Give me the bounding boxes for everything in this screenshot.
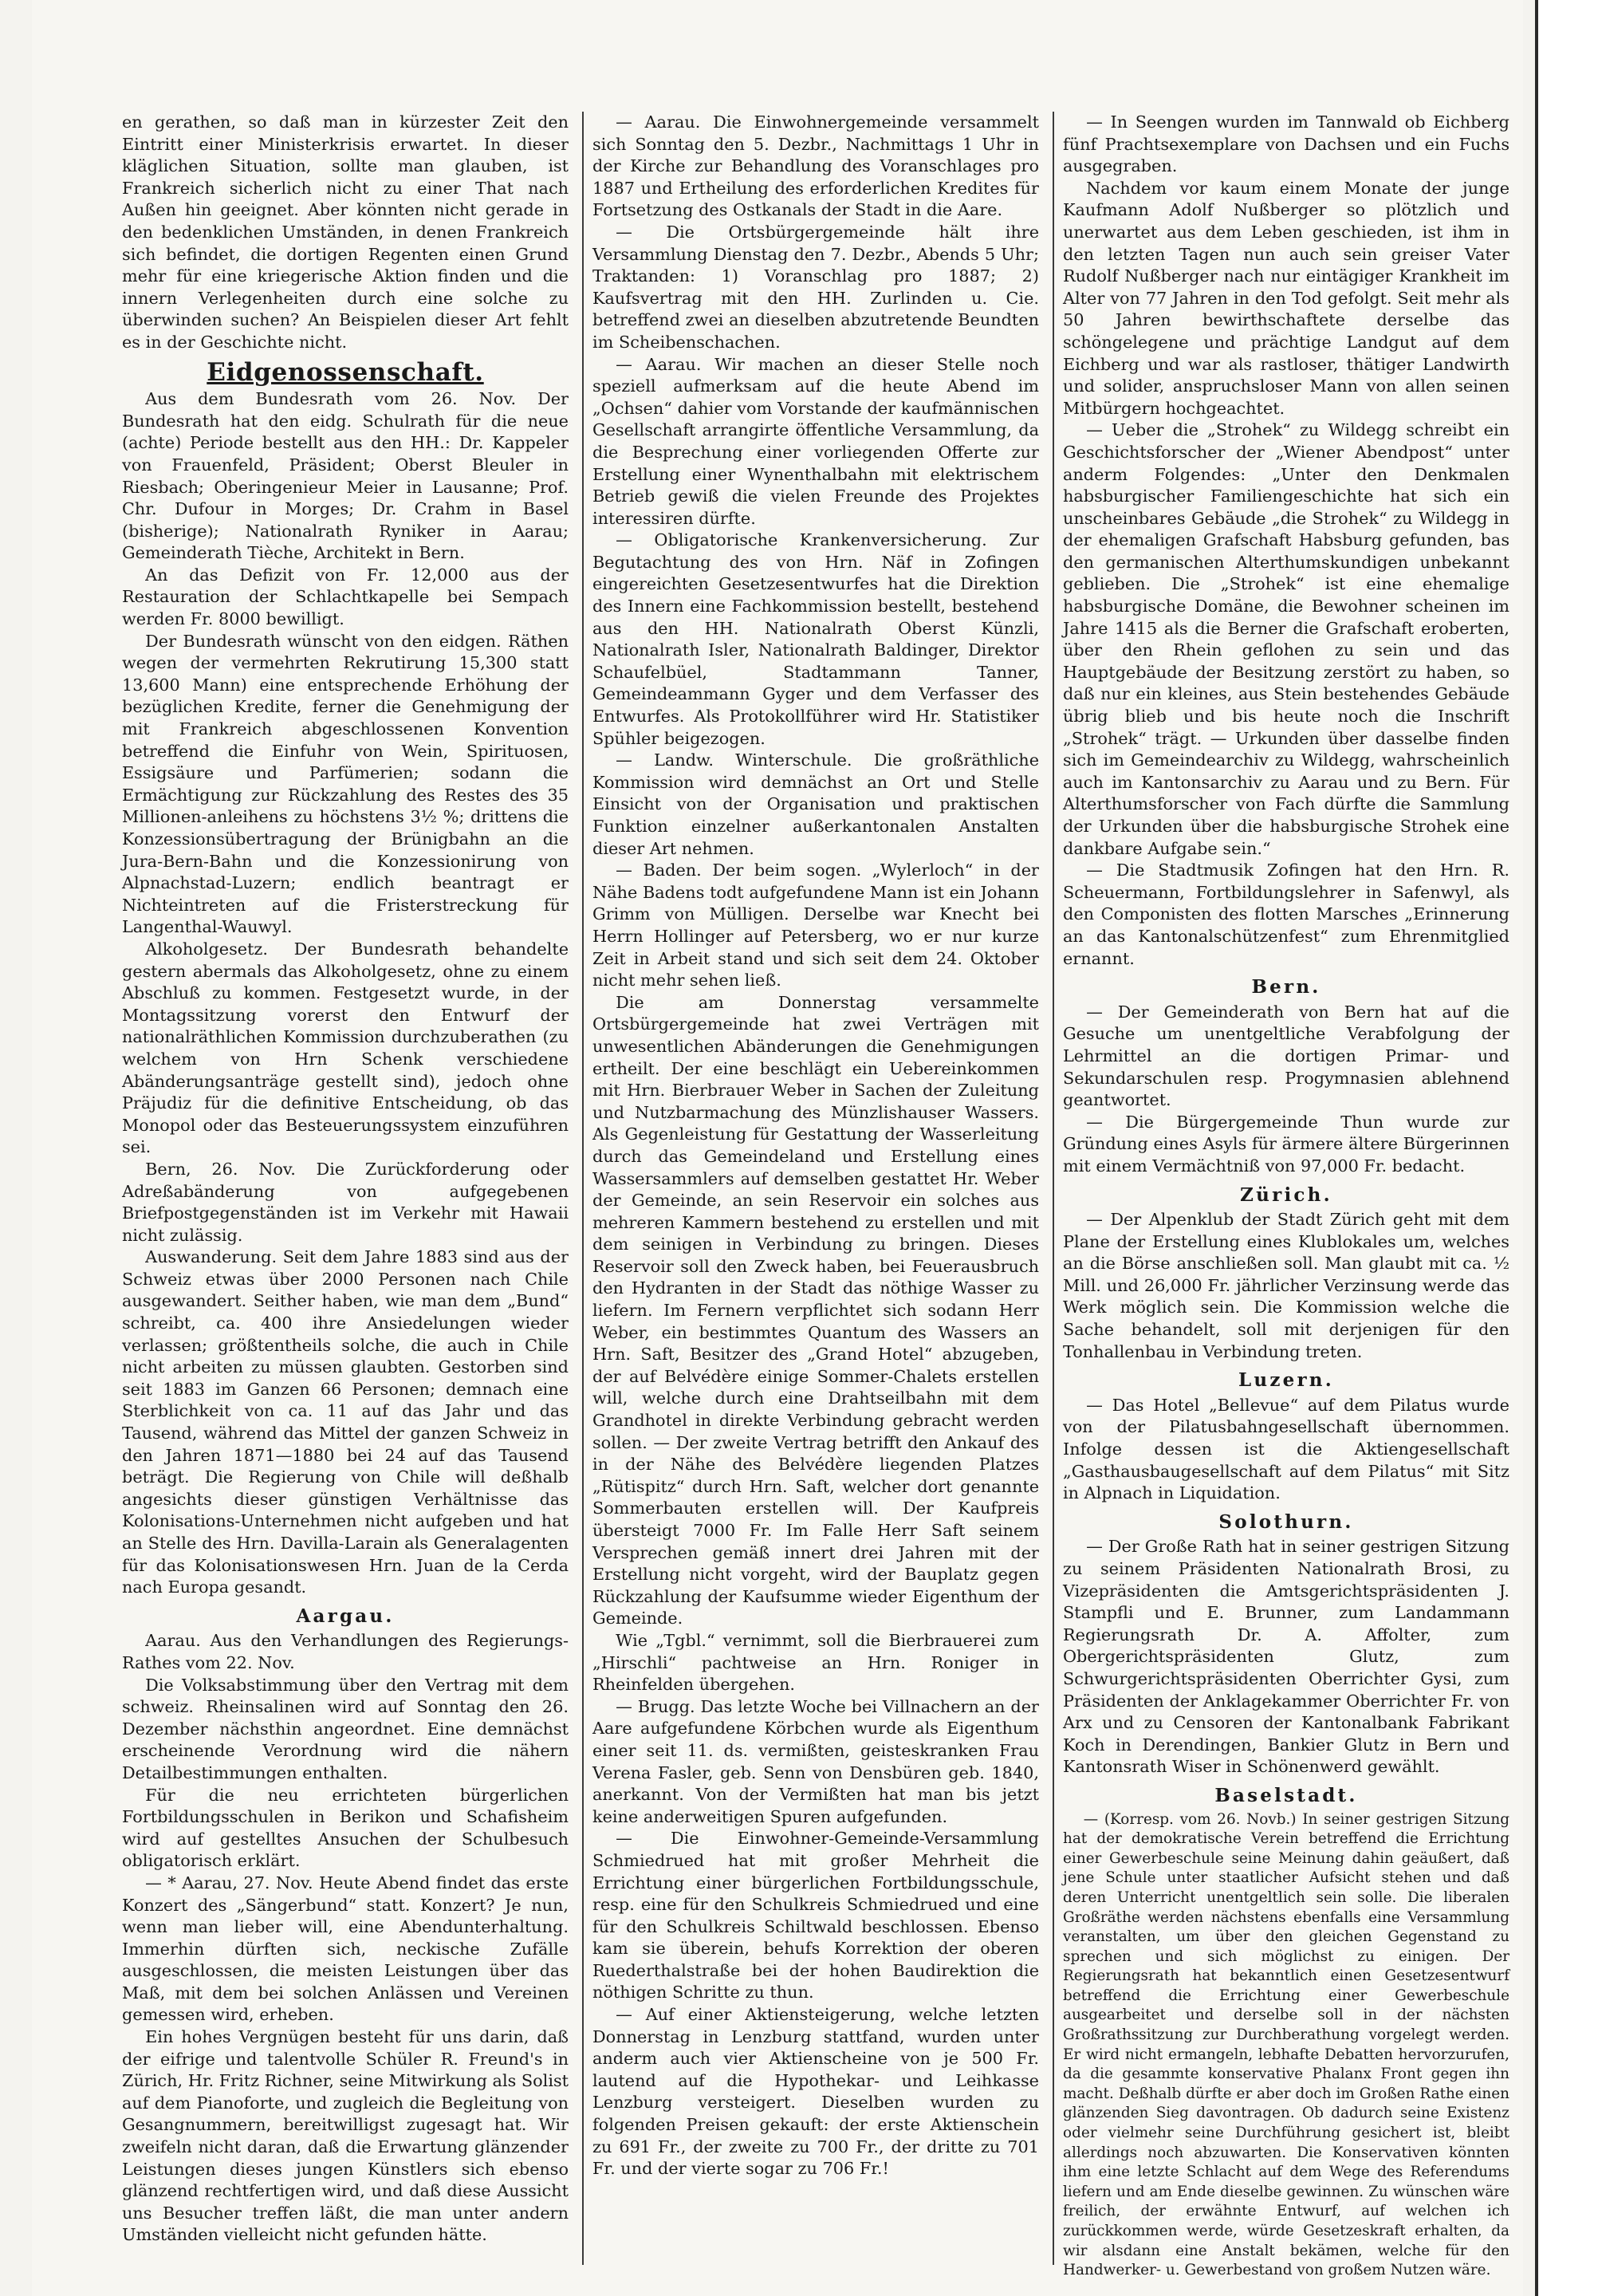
paragraph: — (Korresp. vom 26. Novb.) In seiner gestrigen Sitzung hat der demokratische Verein betreffend die Errichtung einer Gewerbeschule seine Meinung dahin geäußert, daß jene Schule unter staatlicher Aufsicht stehen und daß deren Unterricht unentgeltlich sein solle. Die liberalen Großräthe werden nächstens ebenfalls eine Versammlung veranstalten, um über den gleichen Gegenstand zu sprechen und sich möglichst zu einigen. Der Regierungsrath hat bekanntlich einen Gesetzesentwurf betreffend die Errichtung einer Gewerbeschule ausgearbeitet und derselbe soll in der nächsten Großrathssitzung zur Durchberathung vorgelegt werden. Er wird nicht ermangeln, lebhafte Debatten hervorzurufen, da die gesammte konservative Phalanx Front gegen ihn macht. Deßhalb dürfte er aber doch im Großen Rathe einen glänzenden Sieg davontragen. Ob dadurch seine Existenz oder vielmehr seine Durchführung gesichert ist, bleibt allerdings noch abzuwarten. Die Konservativen könnten ihm eine letzte Schlacht auf dem Wege des Referendums liefern und am Ende dieselbe gewinnen. Zu wünschen wäre freilich, der erwähnte Entwurf, auf welchen ich zurückkommen werde, würde Gesetzeskraft erhalten, da wir alsdann eine Anstalt bekämen, welche für den Handwerker- u. Gewerbestand von großem Nutzen wäre. xyxy=(1063,1810,1509,2279)
paragraph: — Ueber die „Strohek“ zu Wildegg schreibt ein Geschichtsforscher der „Wiener Abendpost“ unter anderm Folgendes: „Unter den Denkmalen habsburgischer Familiengeschichte hat sich ein unscheinbares Gebäude „die Strohek“ zu Wildegg in der ehemaligen Grafschaft Habsburg gefunden, bas den germanischen Alterthumskundigen unbekannt geblieben. Die „Strohek“ ist eine ehemalige habsburgische Domäne, die Bewohner scheinen im Jahre 1415 als die Berner die Grafschaft eroberten, über den Rhein geflohen zu sein und das Hauptgebäude der Besitzung zerstört zu haben, so daß nur ein kleines, aus Stein bestehendes Gebäude übrig blieb und bis heute noch die Inschrift „Strohek“ trägt. — Urkunden über dasselbe finden sich im Gemeindearchiv zu Wildegg, wahrscheinlich auch im Kantonsarchiv zu Aarau und zu Bern. Für Alterthumsforscher von Fach dürfte die Sammlung der Urkunden über die habsburgische Strohek eine dankbare Aufgabe sein.“ xyxy=(1063,420,1509,858)
paragraph: Alkoholgesetz. Der Bundesrath behandelte gestern abermals das Alkoholgesetz, ohne zu einem Abschluß zu kommen. Festgesetzt wurde, in der Montagssitzung vorerst den Entwurf der nationalräthlichen Kommission durchzuberathen (zu welchem von Hrn Schenk verschiedene Abänderungsanträge gestellt sind), jedoch ohne Präjudiz für die definitive Entscheidung, ob das Monopol oder das Besteuerungssystem einzuführen sei. xyxy=(122,939,569,1157)
paragraph: — Die Bürgergemeinde Thun wurde zur Gründung eines Asyls für ärmere ältere Bürgerinnen mit einem Vermächtniß von 97,000 Fr. bedacht. xyxy=(1063,1112,1509,1176)
paragraph: Aus dem Bundesrath vom 26. Nov. Der Bundesrath hat den eidg. Schulrath für die neue (achte) Periode bestellt aus den HH.: Dr. Kappeler von Frauenfeld, Präsident; Oberst Bleuler in Riesbach; Oberingenieur Meier in Lausanne; Prof. Chr. Dufour in Morges; Dr. Crahm in Basel (bisherige); Nationalrath Ryniker in Aarau; Gemeinderath Tièche, Architekt in Bern. xyxy=(122,389,569,563)
paragraph: — In Seengen wurden im Tannwald ob Eichberg fünf Prachtsexemplare von Dachsen und ein Fuchs ausgegraben. xyxy=(1063,112,1509,176)
column-rule xyxy=(582,112,584,2265)
paragraph: — Baden. Der beim sogen. „Wylerloch“ in der Nähe Badens todt aufgefundene Mann ist ein Johann Grimm von Mülligen. Derselbe war Knecht bei Herrn Hollinger auf Petersberg, wo er nur kurze Zeit in Arbeit stand und sich seit dem 24. Oktober nicht mehr sehen ließ. xyxy=(592,861,1039,990)
paragraph: — Aarau. Die Einwohnergemeinde versammelt sich Sonntag den 5. Dezbr., Nachmittags 1 Uhr in der Kirche zur Behandlung des Voranschlages pro 1887 und Ertheilung des erforderlichen Kredites für Fortsetzung des Ostkanals der Stadt in die Aare. xyxy=(592,112,1039,220)
paragraph: — Der Gemeinderath von Bern hat auf die Gesuche um unentgeltliche Verabfolgung der Lehrmittel an die dortigen Primar- und Sekundarschulen resp. Progymnasien ablehnend geantwortet. xyxy=(1063,1002,1509,1110)
paragraph: Auswanderung. Seit dem Jahre 1883 sind aus der Schweiz etwas über 2000 Personen nach Chile ausgewandert. Seither haben, wie man dem „Bund“ schreibt, ca. 400 ihre Ansiedelungen wieder verlassen; größtentheils solche, die auch in Chile nicht arbeiten zu müssen glaubten. Gestorben sind seit 1883 im Ganzen 66 Personen; demnach eine Sterblichkeit von ca. 11 auf das Jahr und das Tausend, während das Mittel der ganzen Schweiz in den Jahren 1871—1880 bei 24 auf das Tausend beträgt. Die Regierung von Chile will deßhalb angesichts dieser günstigen Verhältnisse das Kolonisations-Unternehmen nicht aufgeben und hat an Stelle des Hrn. Davilla-Larain als Generalagenten für das Kolonisationswesen Hrn. Juan de la Cerda nach Europa gesandt. xyxy=(122,1247,569,1597)
paragraph: Die am Donnerstag versammelte Ortsbürgergemeinde hat zwei Verträgen mit unwesentlichen Abänderungen die Genehmigungen ertheilt. Der eine beschlägt ein Uebereinkommen mit Hrn. Bierbrauer Weber in Sachen der Zuleitung und Nutzbarmachung des Münzlishauser Wassers. Als Gegenleistung für Gestattung der Wasserleitung durch das Gemeindeland und Erstellung eines Wassersammlers auf demselben gestattet Hr. Weber der Gemeinde, an sein Reservoir ein solches aus mehreren Kammern bestehend zu erstellen und mit dem seinigen in Verbindung zu bringen. Dieses Reservoir soll den Zweck haben, bei Feuerausbruch den Hydranten in der Stadt das nöthige Wasser zu liefern. Im Fernern verpflichtet sich sodann Herr Weber, ein bestimmtes Quantum des Wassers an Hrn. Saft, Besitzer des „Grand Hotel“ abzugeben, der auf Belvédère einige Sommer-Chalets erstellen will, welche durch eine Drahtseilbahn mit dem Grandhotel in direkte Verbindung gebracht werden sollen. — Der zweite Vertrag betrifft den Ankauf des in der Nähe des Belvédère liegenden Platzes „Rütispitz“ durch Hrn. Saft, welcher dort genannte Sommerbauten erstellen will. Der Kaufpreis übersteigt 7000 Fr. Im Falle Herr Saft seinem Versprechen gemäß innert drei Jahren mit der Erstellung nicht vorgeht, wird der Bauplatz gegen Rückzahlung der Kaufsumme wieder Eigenthum der Gemeinde. xyxy=(592,992,1039,1628)
paragraph: Aarau. Aus den Verhandlungen des Regierungs-Rathes vom 22. Nov. xyxy=(122,1631,569,1672)
section-heading-solothurn: Solothurn. xyxy=(1218,1510,1354,1533)
paragraph: Ein hohes Vergnügen besteht für uns darin, daß der eifrige und talentvolle Schüler R. Freund's in Zürich, Hr. Fritz Richner, seine Mitwirkung als Solist auf dem Pianoforte, und zugleich die Begleitung von Gesangnummern, bereitwilligst zugesagt hat. Wir zweifeln nicht daran, daß die Erwartung glänzender Leistungen dieses jungen Künstlers sich ebenso glänzend rechtfertigen wird, und daß diese Aussicht uns Besucher treffen läßt, die man unter andern Umständen vielleicht nicht gefunden hätte. xyxy=(122,2027,569,2245)
adjacent-page-edge xyxy=(1535,0,1598,2296)
paragraph: — Die Einwohner-Gemeinde-Versammlung Schmiedrued hat mit großer Mehrheit die Errichtung einer bürgerlichen Fortbildungsschule, resp. eine für den Schulkreis Schmiedrued und eine für den Schulkreis Schiltwald beschlossen. Ebenso kam sie überein, behufs Korrektion der oberen Ruederthalstraße bei der hohen Baudirektion die nöthigen Schritte zu thun. xyxy=(592,1829,1039,2003)
paragraph: — Der Alpenklub der Stadt Zürich geht mit dem Plane der Erstellung eines Klublokales um, welches an die Börse anschließen soll. Man glaubt mit ca. ½ Mill. und 26,000 Fr. jährlicher Verzinsung werde das Werk möglich sein. Die Kommission welche die Sache behandelt, soll mit derjenigen für den Tonhallenbau in Verbindung treten. xyxy=(1063,1210,1509,1361)
paragraph: — Brugg. Das letzte Woche bei Villnachern an der Aare aufgefundene Körbchen wurde als Eigenthum einer seit 11. ds. vermißten, geisteskranken Frau Verena Fasler, geb. Senn von Densbüren geb. 1840, anerkannt. Von der Vermißten hat man bis jetzt keine anderweitigen Spuren aufgefunden. xyxy=(592,1696,1039,1826)
section-heading-baselstadt: Baselstadt. xyxy=(1214,1784,1358,1806)
paragraph: — Aarau. Wir machen an dieser Stelle noch speziell aufmerksam auf die heute Abend im „Ochsen“ dahier vom Vorstande der kaufmännischen Gesellschaft arrangirte öffentliche Versammlung, da die Besprechung einer vorliegenden Offerte zur Erstellung einer Wynenthalbahn mit elektrischem Betrieb gewiß die vielen Freunde des Projektes interessiren dürfte. xyxy=(592,354,1039,528)
paragraph: — Landw. Winterschule. Die großräthliche Kommission wird demnächst an Ort und Stelle Einsicht von der Organisation und praktischen Funktion einzelner außerkantonalen Anstalten dieser Art nehmen. xyxy=(592,750,1039,858)
paragraph: — Auf einer Aktiensteigerung, welche letzten Donnerstag in Lenzburg stattfand, wurden unter anderm auch vier Aktienscheine von je 500 Fr. lautend auf die Hypothekar- und Leihkasse Lenzburg versteigert. Dieselben wurden zu folgenden Preisen gekauft: der erste Aktienschein zu 691 Fr., der zweite zu 700 Fr., der dritte zu 701 Fr. und der vierte sogar zu 706 Fr.! xyxy=(592,2005,1039,2179)
column-2 xyxy=(592,112,1039,2265)
paragraph: Nachdem vor kaum einem Monate der junge Kaufmann Adolf Nußberger so plötzlich und unerwartet aus dem Leben geschieden, ist ihm in den letzten Tagen nun auch sein greiser Vater Rudolf Nußberger nach nur eintägiger Krankheit im Alter von 77 Jahren in den Tod gefolgt. Seit mehr als 50 Jahren bewirthschaftete derselbe das schöngelegene und prächtige Landgut auf dem Eichberg und war als rastloser, thätiger Landwirth und solider, anspruchsloser Mann von allen seinen Mitbürgern hochgeachtet. xyxy=(1063,178,1509,418)
paragraph: — Die Stadtmusik Zofingen hat den Hrn. R. Scheuermann, Fortbildungslehrer in Safenwyl, als den Componisten des flotten Marsches „Erinnerung an das Kantonalschützenfest“ zum Ehrenmitglied ernannt. xyxy=(1063,861,1509,968)
paragraph: Die Volksabstimmung über den Vertrag mit dem schweiz. Rheinsalinen wird auf Sonntag den 26. Dezember nächsthin angeordnet. Eine demnächst erscheinende Verordnung wird die nähern Detailbestimmungen enthalten. xyxy=(122,1675,569,1782)
newspaper-page xyxy=(32,0,1523,2296)
article-columns xyxy=(122,112,1509,2279)
paragraph: — Das Hotel „Bellevue“ auf dem Pilatus wurde von der Pilatusbahngesellschaft übernommen. Infolge dessen ist die Aktiengesellschaft „Gasthausbaugesellschaft auf dem Pilatus“ mit Sitz in Alpnach in Liquidation. xyxy=(1063,1395,1509,1503)
paragraph: Der Bundesrath wünscht von den eidgen. Räthen wegen der vermehrten Rekrutirung 15,300 statt 13,600 Mann) eine entsprechende Erhöhung der bezüglichen Kredite, ferner die Genehmigung der mit Frankreich abgeschlossenen Konvention betreffend die Einfuhr von Wein, Spirituosen, Essigsäure und Parfümerien; sodann die Ermächtigung zur Rückzahlung des Restes des 35 Millionen-anleihens zu höchstens 3½ %; drittens die Konzessionsübertragung der Brünigbahn an die Jura-Bern-Bahn und die Konzessionirung von Alpnachstad-Luzern; endlich beantragt er Nichteintreten auf die Fristerstreckung für Langenthal-Wauwyl. xyxy=(122,631,569,937)
column-rule xyxy=(1053,112,1054,2265)
column-3 xyxy=(1063,112,1509,2279)
paragraph: Bern, 26. Nov. Die Zurückforderung oder Adreßabänderung von aufgegebenen Briefpostgegenständen ist im Verkehr mit Hawaii nicht zulässig. xyxy=(122,1159,569,1245)
paragraph: — Die Ortsbürgergemeinde hält ihre Versammlung Dienstag den 7. Dezbr., Abends 5 Uhr; Traktanden: 1) Voranschlag pro 1887; 2) Kaufsvertrag mit den HH. Zurlinden u. Cie. betreffend zwei an dieselben abzutretende Beundten im Scheibenschachen. xyxy=(592,222,1039,352)
paragraph: — Obligatorische Krankenversicherung. Zur Begutachtung des von Hrn. Näf in Zofingen eingereichten Gesetzesentwurfes hat die Direktion des Innern eine Fachkommission bestellt, bestehend aus den HH. Nationalrath Oberst Künzli, Nationalrath Isler, Nationalrath Baldinger, Direktor Schaufelbüel, Stadtammann Tanner, Gemeindeammann Gyger und dem Verfasser des Entwurfes. Als Protokollführer wird Hr. Statistiker Spühler beigezogen. xyxy=(592,530,1039,748)
section-heading-bern: Bern. xyxy=(1251,976,1321,998)
section-heading-zuerich: Zürich. xyxy=(1240,1183,1332,1206)
paragraph: Wie „Tgbl.“ vernimmt, soll die Bierbrauerei zum „Hirschli“ pachtweise an Hrn. Roniger in Rheinfelden übergehen. xyxy=(592,1630,1039,1695)
paragraph: — Der Große Rath hat in seiner gestrigen Sitzung zu seinem Präsidenten Nationalrath Brosi, zu Vizepräsidenten die Amtsgerichtspräsidenten J. Stampfli und E. Brunner, zum Landammann Regierungsrath Dr. A. Affolter, zum Obergerichtspräsidenten Glutz, zum Schwurgerichtspräsidenten Oberrichter Gysi, zum Präsidenten der Anklagekammer Oberrichter Fr. von Arx und zu Censoren der Kantonalbank Fabrikant Koch in Derendingen, Bankier Glutz in Bern und Kantonsrath Wiser in Schönenwerd gewählt. xyxy=(1063,1537,1509,1777)
section-heading-aargau: Aargau. xyxy=(296,1605,395,1627)
column-1 xyxy=(122,112,569,2265)
paragraph: — * Aarau, 27. Nov. Heute Abend findet das erste Konzert des „Sängerbund“ statt. Konzert? Je nun, wenn man lieber will, eine Abendunterhaltung. Immerhin dürften sich, neckische Zufälle ausgeschlossen, die meisten Leistungen über das Maß, mit dem bei solchen Anlässen und Vereinen gemessen wird, erheben. xyxy=(122,1873,569,2025)
paragraph: An das Defizit von Fr. 12,000 aus der Restauration der Schlachtkapelle bei Sempach werden Fr. 8000 bewilligt. xyxy=(122,565,569,629)
section-heading-luzern: Luzern. xyxy=(1238,1369,1334,1392)
paragraph: Für die neu errichteten bürgerlichen Fortbildungsschulen in Berikon und Schafisheim wird auf gestelltes Ansuchen der Schulbesuch obligatorisch erklärt. xyxy=(122,1785,569,1871)
section-heading-eidgenossenschaft: Eidgenossenschaft. xyxy=(207,357,484,387)
paragraph: en gerathen, so daß man in kürzester Zeit den Eintritt einer Ministerkrisis erwartet. In dieser kläglichen Situation, sollte man glauben, ist Frankreich sicherlich nicht zu einer That nach Außen hin geeignet. Aber könnten nicht gerade in den bedenklichen Umständen, in denen Frankreich sich befindet, die dortigen Regenten einen Grund mehr für eine kriegerische Aktion finden und die innern Verlegenheiten durch eine solche zu überwinden suchen? An Beispielen dieser Art fehlt es in der Geschichte nicht. xyxy=(122,112,569,352)
